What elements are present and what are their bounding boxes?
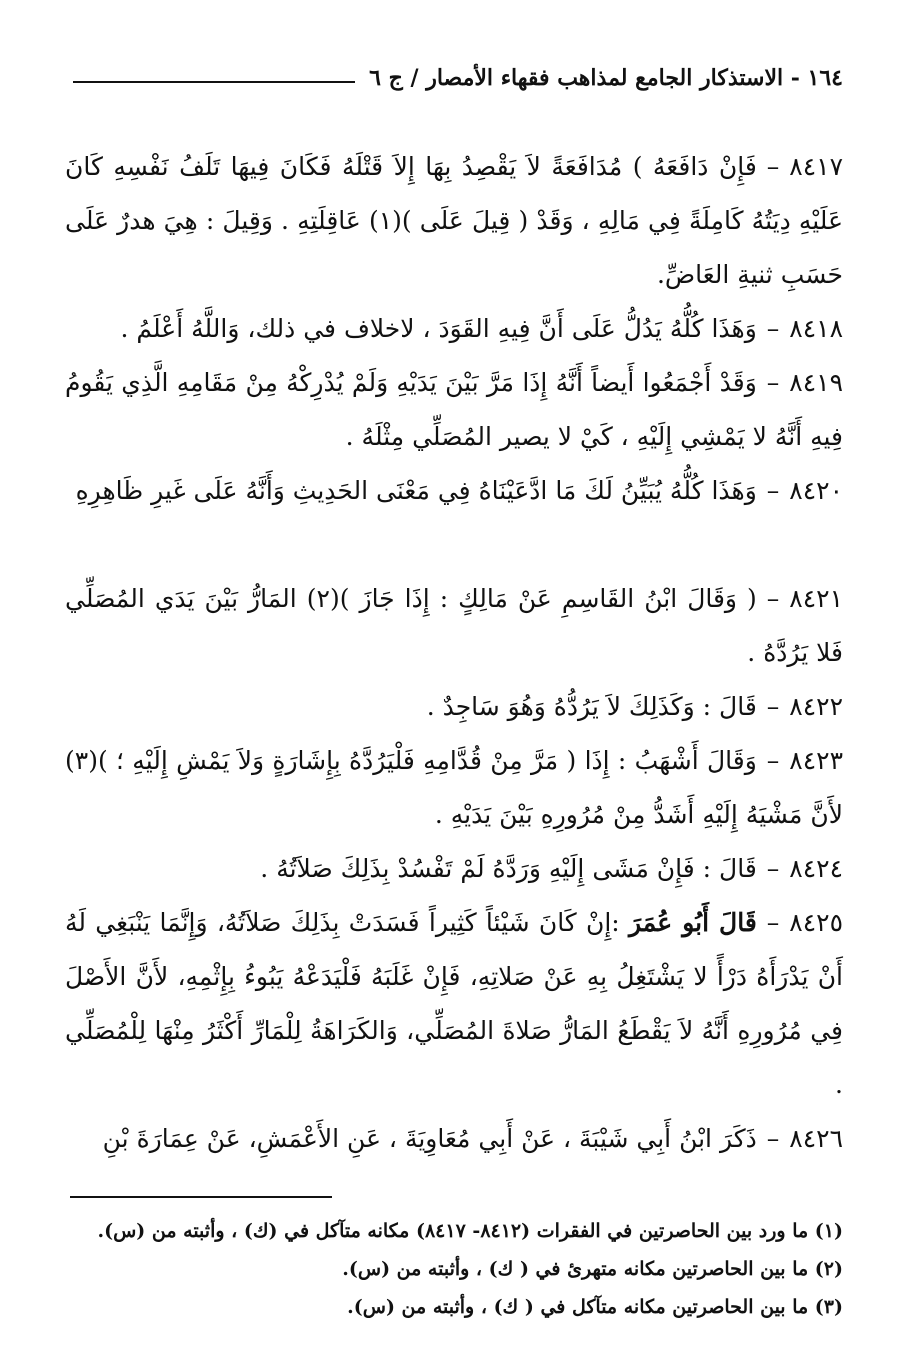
- paragraph-number: ٨٤٢١: [789, 584, 843, 613]
- blank-space: [65, 518, 843, 572]
- paragraph-text: وَقَدْ أَجْمَعُوا أَيضاً أَنَّهُ إِذَا مَرَّ بَيْنَ يَدَيْهِ وَلَمْ يُدْرِكْهُ مِنْ مَقَامِهِ الَّذِي يَقُومُ فِيهِ أَنَّهُ لا يَمْشِي إِلَيْهِ ، كَيْ لا يصير المُصَلِّي مِثْلَهُ .: [65, 368, 843, 451]
- footnote-rule: [70, 1196, 332, 1198]
- header-title: ١٦٤ - الاستذكار الجامع لمذاهب فقهاء الأمصار / ج ٦: [369, 65, 843, 91]
- paragraph-text: قَالَ : وَكَذَلِكَ لاَ يَرُدُّهُ وَهُوَ سَاجِدٌ .: [426, 692, 757, 721]
- dash: –: [766, 584, 780, 613]
- paragraph-number: ٨٤٢٣: [789, 746, 843, 775]
- paragraph-8421: [65, 572, 843, 680]
- paragraph-8419: [65, 356, 843, 464]
- speaker-lead: قَالَ أَبُو عُمَرَ: [629, 908, 757, 937]
- footnote-1: (١) ما ورد بين الحاصرتين في الفقرات (٨٤١٢- ٨٤١٧) مكانه متآكل في (ك) ، وأثبته من (س).: [97, 1220, 843, 1242]
- paragraph-8422: [65, 680, 843, 734]
- paragraph-8426: [65, 1112, 843, 1166]
- dash: –: [766, 854, 780, 883]
- dash: –: [766, 314, 780, 343]
- paragraph-text: فَإِنْ دَافَعَهُ ) مُدَافَعَةً لاَ يَقْصِدُ بِهَا إِلاَ قَتْلَهُ فَكَانَ فِيهَا تَلَفُ نَفْسِهِ كَانَ عَلَيْهِ دِيَتُهُ كَامِلَةً فِي مَالِهِ ، وَقَدْ ( قِيلَ عَلَى )(١) عَاقِلَتِهِ . وَقِيلَ : هِيَ هدرٌ عَلَى حَسَبِ ثنيةِ العَاضِّ.: [65, 152, 843, 289]
- paragraph-text: ( وَقَالَ ابْنُ القَاسِمِ عَنْ مَالِكٍ : إِذَا جَازَ )(٢) المَارُّ بَيْنَ يَدَي المُصَلِّي فَلا يَرُدَّهُ .: [65, 584, 843, 667]
- paragraph-8424: [65, 842, 843, 896]
- paragraph-8417: [65, 140, 843, 302]
- header-rule: [73, 81, 355, 83]
- paragraph-text: ذَكَرَ ابْنُ أَبِي شَيْبَةَ ، عَنْ أَبِي مُعَاوِيَةَ ، عَنِ الأَعْمَشِ، عَنْ عِمَارَةَ بْنِ: [102, 1124, 757, 1153]
- dash: –: [766, 1124, 780, 1153]
- dash: –: [766, 692, 780, 721]
- paragraph-number: ٨٤٢٤: [789, 854, 843, 883]
- paragraph-8425: [65, 896, 843, 1112]
- paragraph-number: ٨٤١٧: [789, 152, 843, 181]
- paragraph-text: وَقَالَ أَشْهَبُ : إِذَا ( مَرَّ مِنْ قُدَّامِهِ فَلْيَرُدَّهُ بِإِشَارَةٍ وَلاَ يَمْشِ إِلَيْهِ ؛ )(٣) لأَنَّ مَشْيَهُ إِلَيْهِ أَشَدُّ مِنْ مُرُورِهِ بَيْنَ يَدَيْهِ .: [65, 746, 843, 829]
- dash: –: [766, 476, 780, 505]
- paragraph-number: ٨٤٢٢: [789, 692, 843, 721]
- paragraph-text: قَالَ : فَإِنْ مَشَى إِلَيْهِ وَرَدَّهُ لَمْ تَفْسُدْ بِذَلِكَ صَلاَتُهُ .: [260, 854, 757, 883]
- paragraph-number: ٨٤١٨: [789, 314, 843, 343]
- paragraph-number: ٨٤١٩: [789, 368, 843, 397]
- paragraph-8418: [65, 302, 843, 356]
- main-text: [65, 140, 843, 1166]
- dash: –: [766, 368, 780, 397]
- paragraph-8420: [65, 464, 843, 518]
- paragraph-text: وَهَذَا كُلُّهُ يُبَيِّنُ لَكَ مَا ادَّعَيْنَاهُ فِي مَعْنَى الحَدِيثِ وَأَنَّهُ عَلَى غَيرِ ظَاهِرِهِ: [75, 476, 757, 505]
- dash: –: [766, 908, 780, 937]
- paragraph-8423: [65, 734, 843, 842]
- paragraph-number: ٨٤٢٦: [789, 1124, 843, 1153]
- running-header: [73, 58, 843, 98]
- dash: –: [766, 152, 780, 181]
- footnote-3: (٣) ما بين الحاصرتين مكانه متآكل في ( ك) ، وأثبته من (س).: [347, 1296, 843, 1318]
- footnotes: [65, 1212, 843, 1326]
- footnote-2: (٢) ما بين الحاصرتين مكانه متهرئ في ( ك) ، وأثبته من (س).: [342, 1258, 843, 1280]
- paragraph-number: ٨٤٢٠: [789, 476, 843, 505]
- dash: –: [766, 746, 780, 775]
- paragraph-text: :إِنْ كَانَ شَيْئاً كَثِيراً فَسَدَتْ بِذَلِكَ صَلاَتُهُ، وَإِنَّمَا يَنْبَغِي لَهُ أَنْ يَدْرَأَهُ دَرْأً لا يَشْتَغِلُ بِهِ عَنْ صَلاتِهِ، فَإِنْ غَلَبَهُ فَلْيَدَعْهُ يَبُوءُ بِإِثْمِهِ، لأَنَّ الأَصْلَ فِي مُرُورِهِ أَنَّهُ لاَ يَقْطَعُ المَارُّ صَلاةَ المُصَلِّي، وَالكَرَاهَةُ لِلْمَارِّ أَكْثَرُ مِنْهَا لِلْمُصَلِّي .: [65, 908, 843, 1099]
- paragraph-number: ٨٤٢٥: [789, 908, 843, 937]
- paragraph-text: وَهَذَا كُلُّهُ يَدُلُّ عَلَى أَنَّ فِيهِ القَوَدَ ، لاخلاف في ذلك، وَاللَّهُ أَعْلَمُ .: [120, 314, 757, 343]
